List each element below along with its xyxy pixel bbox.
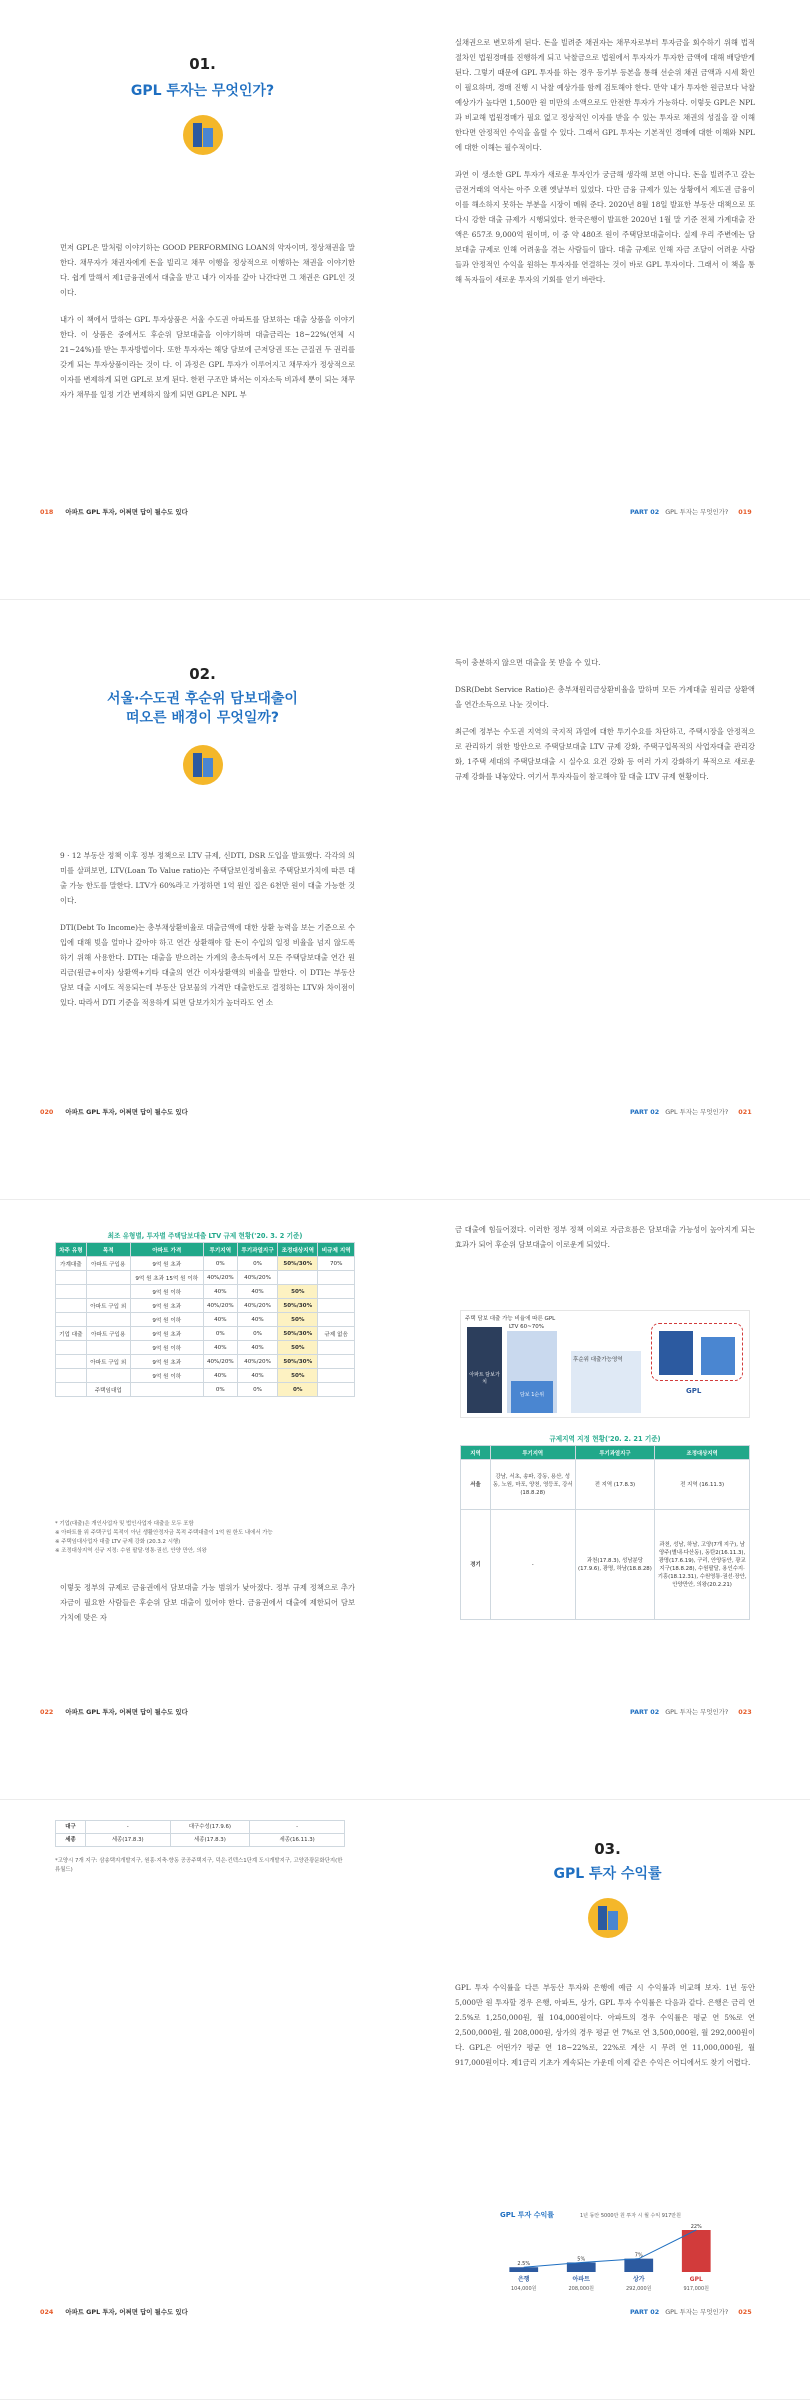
spread-4 — [0, 1800, 810, 2400]
body-text — [455, 1222, 755, 1264]
table-caption: 최조 유형별, 투자별 주택담보대출 LTV 규제 현황('20. 3. 2 기준) — [107, 1232, 303, 1240]
page-number: 025 — [738, 2308, 752, 2316]
table-cell: 40% — [237, 1369, 277, 1383]
table-row — [56, 1383, 355, 1397]
table-cell: 50% — [278, 1341, 318, 1355]
table-cell — [56, 1383, 87, 1397]
chart-monthly-label: 208,000원 — [568, 2286, 595, 2292]
table-cell: 서울 — [461, 1460, 491, 1510]
note: ※ 조정대상지역 신규 지정: 수원 팔달·영통·권선, 안양 만안, 의왕 — [55, 1548, 207, 1554]
table-cell: 50%/30% — [278, 1327, 318, 1341]
note: ※ 주택임대사업자 대출 LTV 규제 강화 (20.3.2 시행) — [55, 1539, 181, 1545]
table-row — [56, 1271, 355, 1285]
table-cell: - — [490, 1510, 575, 1620]
table-header: 투기과열지구 — [237, 1243, 277, 1257]
book-title: 아파트 GPL 투자, 어쩌면 답이 될수도 있다 — [65, 2308, 188, 2316]
table-cell — [318, 1383, 355, 1397]
table-cell: 70% — [318, 1257, 355, 1271]
paragraph: 득이 충분하지 않으면 대출을 못 받을 수 있다. — [455, 658, 601, 667]
table-cell: 50%/30% — [278, 1355, 318, 1369]
table-cell: 50% — [278, 1285, 318, 1299]
footer — [40, 1707, 188, 1716]
building-icon — [183, 745, 223, 785]
section-title: GPL 투자는 무엇인가? — [130, 83, 275, 99]
footer — [630, 1707, 762, 1716]
table-cell — [86, 1369, 130, 1383]
table-cell: 아파트 구입 외 — [86, 1355, 130, 1369]
section-number: 02. — [189, 665, 216, 683]
body-text — [455, 655, 755, 796]
table-row — [56, 1369, 355, 1383]
building-icon — [588, 1898, 628, 1938]
table-cell: 0% — [237, 1327, 277, 1341]
page-020 — [0, 600, 405, 1200]
table-cell: 50%/30% — [278, 1299, 318, 1313]
table-header: 투기지역 — [490, 1446, 575, 1460]
regulation-caption: 규제지역 지정 현황('20. 2. 21 기준) — [549, 1435, 661, 1443]
table-cell: 세종(17.8.3) — [85, 1834, 170, 1847]
table-cell: 40% — [203, 1313, 237, 1327]
table-cell: 40% — [237, 1313, 277, 1327]
footer-section: GPL 투자는 무엇인가? — [665, 2308, 729, 2316]
table-note: *고양시 7개 지구: 삼송택지개발지구, 원흥·지축·향동 공공주택지구, 덕은·킨텍스1단계 도시개발지구, 고양관광문화단지(한류월드) — [55, 1858, 343, 1873]
chart-category-label: 은행 — [517, 2276, 530, 2283]
footer — [40, 2307, 188, 2316]
table-cell: 40% — [203, 1369, 237, 1383]
paragraph: 먼저 GPL은 말처럼 이야기하는 GOOD PERFORMING LOAN의 약자이며, 정상채권을 말한다. 채무자가 채권자에게 돈을 빌리고 채무 이행을 정상적으로 이행하는 채권을 이야기한다. 쉽게 말해서 제1금융권에서 대출을 받고 내가 이자를 갚아 나간다면 그 채권은 GPL인 것이다. — [60, 243, 355, 297]
page-number: 019 — [738, 508, 752, 516]
page-019 — [405, 0, 810, 600]
table-cell: 경기 — [461, 1510, 491, 1620]
paragraph: 내가 이 책에서 말하는 GPL 투자상품은 서울 수도권 아파트를 담보하는 대출 상품을 이야기한다. 이 상품은 중에서도 후순위 담보대출을 이야기하며 대출금리는 18~22%(연체 시 21~24%)를 받는 투자방법이다. 또한 투자자는 해당 담보에 근저당권 또는 근질권 두 권리를 갖게 되는 투자상품이라는 것이 다. 이 과정은 GPL 투자가 이루어지고 채무자가 정상적으로 이자를 변제하게 되면 GPL로 보게 된다. 한편 구조만 봐서는 이자소득 비과세 뿐이 되는 채무자가 채무를 일정 기간 변제하지 않게 되면 GPL은 NPL 부 — [60, 315, 355, 399]
table-cell: 50% — [278, 1369, 318, 1383]
page-number: 023 — [738, 1708, 752, 1716]
section-title — [0, 690, 405, 728]
table-header: 목적 — [86, 1243, 130, 1257]
page-number: 018 — [40, 508, 54, 516]
table-cell: 40%/20% — [237, 1299, 277, 1313]
chart-monthly-label: 292,000원 — [625, 2286, 652, 2292]
table-cell: 9억 원 이하 — [130, 1369, 203, 1383]
paragraph: DTI(Debt To Income)는 총부채상환비율로 대출금액에 대한 상환 능력을 보는 기준으로 수입에 대해 빚을 얼마나 갚아야 하고 연간 상환해야 할 돈이 수입의 일정 비율을 넘지 않도록 하기 위해 사용한다. DTI는 대출을 받으려는 가계의 총소득에서 모든 주택담보대출 연간 원리금(원금+이자) 상환액+기타 대출의 연간 이자상환액의 비율을 말한다. 이 DTI는 부동산 담보 대출 시에도 적용되는데 부동산 담보물의 가격만 대출한도로 결정하는 LTV와 차이점이 있다. 따라서 DTI 기준을 적용하게 되면 담보가치가 높더라도 연 소 — [60, 923, 355, 1007]
roi-chart — [495, 2222, 725, 2302]
table-cell: 아파트 구입용 — [86, 1327, 130, 1341]
table-row — [56, 1341, 355, 1355]
table-cell — [318, 1341, 355, 1355]
table-cell: 40% — [203, 1341, 237, 1355]
body-text — [60, 240, 355, 414]
chart-bar — [567, 2262, 596, 2272]
table-cell: 40%/20% — [237, 1271, 277, 1285]
table-cell: 전 지역 (17.8.3) — [575, 1460, 655, 1510]
table-cell: 9억 원 초과 15억 원 이하 — [130, 1271, 203, 1285]
chart-category-label: 아파트 — [572, 2276, 590, 2283]
table-cell — [86, 1285, 130, 1299]
paragraph: 최근에 정부는 수도권 지역의 국지적 과열에 대한 투기수요를 차단하고, 주택시장을 안정적으로 관리하기 위한 방안으로 주택담보대출 LTV 규제 강화, 주택구입목적의 사업자대출 관리강화, 1주택 세대의 주택담보대출 시 실수요 요건 강화 등 여러 가지 강화하기 복적으로 새로운 규제 강화를 내놓았다. 여기서 투자자들이 참고해야 할 대출 LTV 규제 현황이다. — [455, 727, 755, 781]
table-cell: - — [85, 1821, 170, 1834]
table-header: 투기지역 — [203, 1243, 237, 1257]
table-header: 비규제 지역 — [318, 1243, 355, 1257]
paragraph: GPL 투자 수익률을 다른 부동산 투자와 은행에 예금 시 수익률과 비교해 보자. 1년 동안 5,000만 원 투자할 경우 은행, 아파트, 상가, GPL 투자 수익률은 다음과 같다. 은행은 금리 연 2.5%로 1,250,000원, 월 104,000원이다. 아파트의 경우 수익률은 평균 연 5%로 연 2,500,000원, 월 208,000원, 상가의 경우 평균 연 7%로 연 3,500,000원, 월 292,000원이다. GPL은 어떤가? 평균 연 18~22%로, 22%로 계산 시 무려 연 11,000,000원, 월 917,000원이다. 제1금리 기초가 계속되는 가운데 이제 같은 수익은 어디에서도 찾기 어렵다. — [455, 1983, 755, 2067]
table-cell: 0% — [278, 1383, 318, 1397]
footer-section: GPL 투자는 무엇인가? — [665, 1708, 729, 1716]
footer-section: GPL 투자는 무엇인가? — [665, 1108, 729, 1116]
chart-category-label: GPL — [689, 2276, 703, 2283]
table-row — [56, 1834, 345, 1847]
table-cell: 대구수성(17.9.6) — [170, 1821, 250, 1834]
paragraph: 실채권으로 변모하게 된다. 돈을 빌려준 채권자는 채무자로부터 투자금을 회수하기 위해 법적절차인 법원경매를 진행하게 되고 낙찰금으로 법원에서 투자자가 투자한 금액에 대해 배당받게 된다. 그렇기 때문에 GPL 투자를 하는 경우 등기부 등본을 통해 선순위 채권 금액과 시세 확인이 필요하며, 경매 진행 시 낙찰 예상가를 함께 검토해야 한다. 만약 내가 투자한 원금보다 낙찰 예상가가 높다면 1,500만 원 미만의 소액으로도 안전한 투자가 가능하다. 이렇듯 GPL은 NPL과 비교해 법원경매가 필요 없고 정상적인 이자를 받을 수 있는 투자로 채권의 성질을 잘 이해한다면 안정적인 수익을 올릴 수 있다. 그래서 GPL 투자는 기본적인 경매에 대한 이해와 NPL에 대한 이해는 필수적이다. — [455, 38, 755, 152]
diagram-first-lien-label: 담보 1순위 — [519, 1392, 545, 1398]
table-cell: 0% — [237, 1383, 277, 1397]
table-cell: 40% — [203, 1285, 237, 1299]
page-024 — [0, 1800, 405, 2400]
table-header-row — [461, 1446, 750, 1460]
footer — [630, 507, 762, 516]
title-line: 서울·수도권 후순위 담보대출이 — [107, 691, 298, 707]
table-cell: 50%/30% — [278, 1257, 318, 1271]
table-row — [461, 1460, 750, 1510]
table-header: 지역 — [461, 1446, 491, 1460]
table-cell — [278, 1271, 318, 1285]
table-cell: 0% — [203, 1383, 237, 1397]
table-row — [56, 1821, 345, 1834]
table-row — [56, 1327, 355, 1341]
table-cell — [318, 1313, 355, 1327]
table-cell — [318, 1271, 355, 1285]
chart-category-label: 상가 — [632, 2276, 645, 2283]
table-cell: 9억 원 초과 — [130, 1355, 203, 1369]
section-number: 03. — [594, 1840, 621, 1858]
footer-part: PART 02 — [630, 2308, 660, 2316]
title-line: 떠오른 배경이 무엇일까? — [125, 710, 280, 726]
chart-data-label: 5% — [577, 2256, 586, 2263]
table-cell: - — [250, 1821, 345, 1834]
page-018 — [0, 0, 405, 600]
table-row — [56, 1313, 355, 1327]
table-cell — [318, 1369, 355, 1383]
table-cell: 9억 원 이하 — [130, 1341, 203, 1355]
table-cell — [86, 1313, 130, 1327]
footer-part: PART 02 — [630, 1708, 660, 1716]
chart-data-label: 22% — [690, 2224, 702, 2230]
table-cell: 50% — [278, 1313, 318, 1327]
ltv-table-body — [56, 1257, 355, 1397]
chart-data-label: 2.5% — [517, 2261, 531, 2268]
table-cell: 9억 원 이하 — [130, 1313, 203, 1327]
table-row — [56, 1257, 355, 1271]
spread-3 — [0, 1200, 810, 1800]
table-cell — [56, 1355, 87, 1369]
footer-part: PART 02 — [630, 508, 660, 516]
page-023 — [405, 1200, 810, 1800]
table-cell: 0% — [203, 1327, 237, 1341]
table-cell: 0% — [237, 1257, 277, 1271]
diagram-sub-label: 후순위 대출가능영역 — [573, 1357, 623, 1363]
table-header: 조정대상지역 — [278, 1243, 318, 1257]
table-cell: 전 지역 (16.11.3) — [655, 1460, 750, 1510]
diagram-gpl-bar-1 — [659, 1331, 693, 1375]
table-cell — [130, 1383, 203, 1397]
regulation-table — [460, 1445, 750, 1620]
table-cell: 과천, 성남, 하남, 고양(7개 지구), 남양주(별내·다산동), 동탄2(16.11.3), 광명(17.6.19), 구리, 안양동안, 광교지구(18.8.28), 수원팔달, 용인수지·기흥(18.12.31), 수원영통·권선·장안, 안양만안, 의왕(20.2.21) — [655, 1510, 750, 1620]
table-cell: 0% — [203, 1257, 237, 1271]
table-row — [56, 1355, 355, 1369]
table-cell: 아파트 구입 외 — [86, 1299, 130, 1313]
section-title: GPL 투자 수익률 — [553, 1866, 662, 1882]
table-cell: 9억 원 이하 — [130, 1285, 203, 1299]
table-cell — [56, 1313, 87, 1327]
table-cell — [56, 1271, 87, 1285]
table-cell: 과천(17.8.3), 성남분당(17.9.6), 광명, 하남(18.8.28) — [575, 1510, 655, 1620]
table-cell: 기업 대출 — [56, 1327, 87, 1341]
table-cell: 40%/20% — [203, 1355, 237, 1369]
book-title: 아파트 GPL 투자, 어쩌면 답이 될수도 있다 — [65, 1708, 188, 1716]
table-cell: 9억 원 초과 — [130, 1327, 203, 1341]
footer — [630, 2307, 762, 2316]
table-cell: 대구 — [56, 1821, 86, 1834]
book-title: 아파트 GPL 투자, 어쩌면 답이 될수도 있다 — [65, 1108, 188, 1116]
body-text — [455, 1980, 755, 2082]
table-cell: 주택임대업 — [86, 1383, 130, 1397]
table-cell: 강남, 서초, 송파, 강동, 용산, 성동, 노원, 마포, 양천, 영등포, 강서 (18.8.28) — [490, 1460, 575, 1510]
page-022 — [0, 1200, 405, 1800]
table-cell — [86, 1271, 130, 1285]
table-cell — [56, 1285, 87, 1299]
page-021 — [405, 600, 810, 1200]
spread-1 — [0, 0, 810, 600]
table-cell: 세종(17.8.3) — [170, 1834, 250, 1847]
table-cell: 가계대출 — [56, 1257, 87, 1271]
section-number: 01. — [189, 55, 216, 73]
book-title: 아파트 GPL 투자, 어쩌면 답이 될수도 있다 — [65, 508, 188, 516]
table-cell — [318, 1285, 355, 1299]
table-header-row — [56, 1243, 355, 1257]
page-025 — [405, 1800, 810, 2400]
chart-bar — [624, 2259, 653, 2272]
table-header: 차주 유형 — [56, 1243, 87, 1257]
table-cell: 40%/20% — [237, 1355, 277, 1369]
diagram-base-bar — [467, 1327, 502, 1413]
chart-trend-line — [524, 2230, 697, 2267]
chart-bar — [682, 2230, 711, 2272]
table-cell: 40% — [237, 1285, 277, 1299]
table-cell: 40%/20% — [203, 1271, 237, 1285]
spread-2 — [0, 600, 810, 1200]
table-row — [56, 1285, 355, 1299]
table-cell — [86, 1341, 130, 1355]
table-row — [56, 1299, 355, 1313]
table-row — [461, 1510, 750, 1620]
page-number: 021 — [738, 1108, 752, 1116]
body-text — [60, 1580, 355, 1637]
table-cell: 아파트 구입용 — [86, 1257, 130, 1271]
table-cell: 9억 원 초과 — [130, 1299, 203, 1313]
diagram-base-label: 아파트 담보가치 — [469, 1372, 500, 1385]
page-number: 022 — [40, 1708, 54, 1716]
diagram-gpl-label: GPL — [686, 1387, 702, 1395]
paragraph: DSR(Debt Service Ratio)은 총부채원리금상환비율을 말하며 모든 가계대출 원리금 상환액을 연간소득으로 나눈 것이다. — [455, 685, 755, 709]
body-text — [60, 848, 355, 1022]
paragraph: 과연 이 생소한 GPL 투자가 새로운 투자인가 궁금해 생각해 보면 아니다. 돈을 빌려주고 갚는 금전거래의 역사는 아주 오랜 옛날부터 있었다. 다만 금융 규제가 있는 상황에서 제도권 금융이 이를 해소하지 못하는 부분을 시장이 메워 준다. 2020년 8월 18일 발표한 부동산 대책으로 또다시 강한 대출 규제가 시행되었다. 한국은행이 발표한 2020년 1월 말 기준 전체 가계대출 잔액은 657조 9,000억 원이며, 이 중 약 480조 원이 주택담보대출이다. 실제 우리 주변에는 담보대출 규제로 인해 어려움을 겪는 사람들이 많다. 대출 규제로 인해 자금 조달이 어려운 사람들과 안정적인 수익을 원하는 투자자를 연결하는 것이 바로 GPL 투자이다. 그래서 이 책을 통해 독자들이 새로운 투자의 기회를 얻기 바란다. — [455, 170, 755, 284]
ltv-diagram — [460, 1310, 750, 1418]
diagram-title: 주택 담보 대출 가능 비율에 따른 GPL — [465, 1316, 556, 1322]
footer-section: GPL 투자는 무엇인가? — [665, 508, 729, 516]
table-cell: 40% — [237, 1341, 277, 1355]
table-cell: 세종(16.11.3) — [250, 1834, 345, 1847]
building-icon — [183, 115, 223, 155]
chart-monthly-label: 917,000원 — [683, 2286, 710, 2292]
paragraph: 9 · 12 부동산 정책 이후 정부 정책으로 LTV 규제, 신DTI, DSR 도입을 발표했다. 각각의 의미를 살펴보면, LTV(Loan To Value ratio)는 주택담보인정비율로 주택담보가치에 따른 대출 가능 한도를 말한다. LTV가 60%라고 가정하면 1억 원인 집은 6천만 원이 대출 가능한 것이다. — [60, 851, 355, 905]
note: * 기업(대출)은 개인사업자 및 법인사업자 대출을 모두 포함 — [55, 1521, 194, 1527]
table-cell: 규제 없음 — [318, 1327, 355, 1341]
note: ※ 아파트를 위 주택구입 목적이 아닌 생활안정자금 목적 주택대출이 1억 원 한도 내에서 가능 — [55, 1530, 273, 1536]
ltv-table — [55, 1242, 355, 1397]
regulation-table-continued — [55, 1820, 345, 1847]
chart-data-label: 7% — [634, 2252, 643, 2259]
table-cell — [56, 1299, 87, 1313]
table-cell: 40%/20% — [203, 1299, 237, 1313]
page-number: 024 — [40, 2308, 54, 2316]
chart-title: GPL 투자 수익률 — [500, 2211, 555, 2219]
table-notes — [55, 1520, 355, 1556]
table-cell — [318, 1299, 355, 1313]
table-cell — [318, 1355, 355, 1369]
footer — [40, 507, 188, 516]
table-cell — [56, 1341, 87, 1355]
table-header: 조정대상지역 — [655, 1446, 750, 1460]
footer — [630, 1107, 762, 1116]
page-number: 020 — [40, 1108, 54, 1116]
paragraph: 금 대출에 힘들어졌다. 이러한 정부 정책 이외로 자금흐름은 담보대출 가능성이 높아지게 되는 효과가 되어 후순위 담보대출이 이로운게 되었다. — [455, 1225, 755, 1249]
table-cell: 9억 원 초과 — [130, 1257, 203, 1271]
table-cell: 세종 — [56, 1834, 86, 1847]
chart-subtitle: 1년 동안 5000만 원 투자 시 월 수익 917만원 — [580, 2213, 681, 2219]
chart-monthly-label: 104,000원 — [510, 2286, 537, 2292]
table-cell — [56, 1369, 87, 1383]
table-header: 아파트 가격 — [130, 1243, 203, 1257]
diagram-ltv-label: LTV 60~70% — [509, 1324, 545, 1330]
footer-part: PART 02 — [630, 1108, 660, 1116]
body-text — [455, 35, 755, 299]
table-header: 투기과열지구 — [575, 1446, 655, 1460]
paragraph: 이렇듯 정부의 규제로 금융권에서 담보대출 가능 범위가 낮아졌다. 정부 규제 정책으로 추가자금이 필요한 사람들은 후순위 담보 대출이 있어야 한다. 금융권에서 대출에 제한되어 담보 가치에 맞은 자 — [60, 1583, 355, 1622]
diagram-gpl-bar-2 — [701, 1337, 735, 1375]
footer — [40, 1107, 188, 1116]
chart-bar — [509, 2267, 538, 2272]
